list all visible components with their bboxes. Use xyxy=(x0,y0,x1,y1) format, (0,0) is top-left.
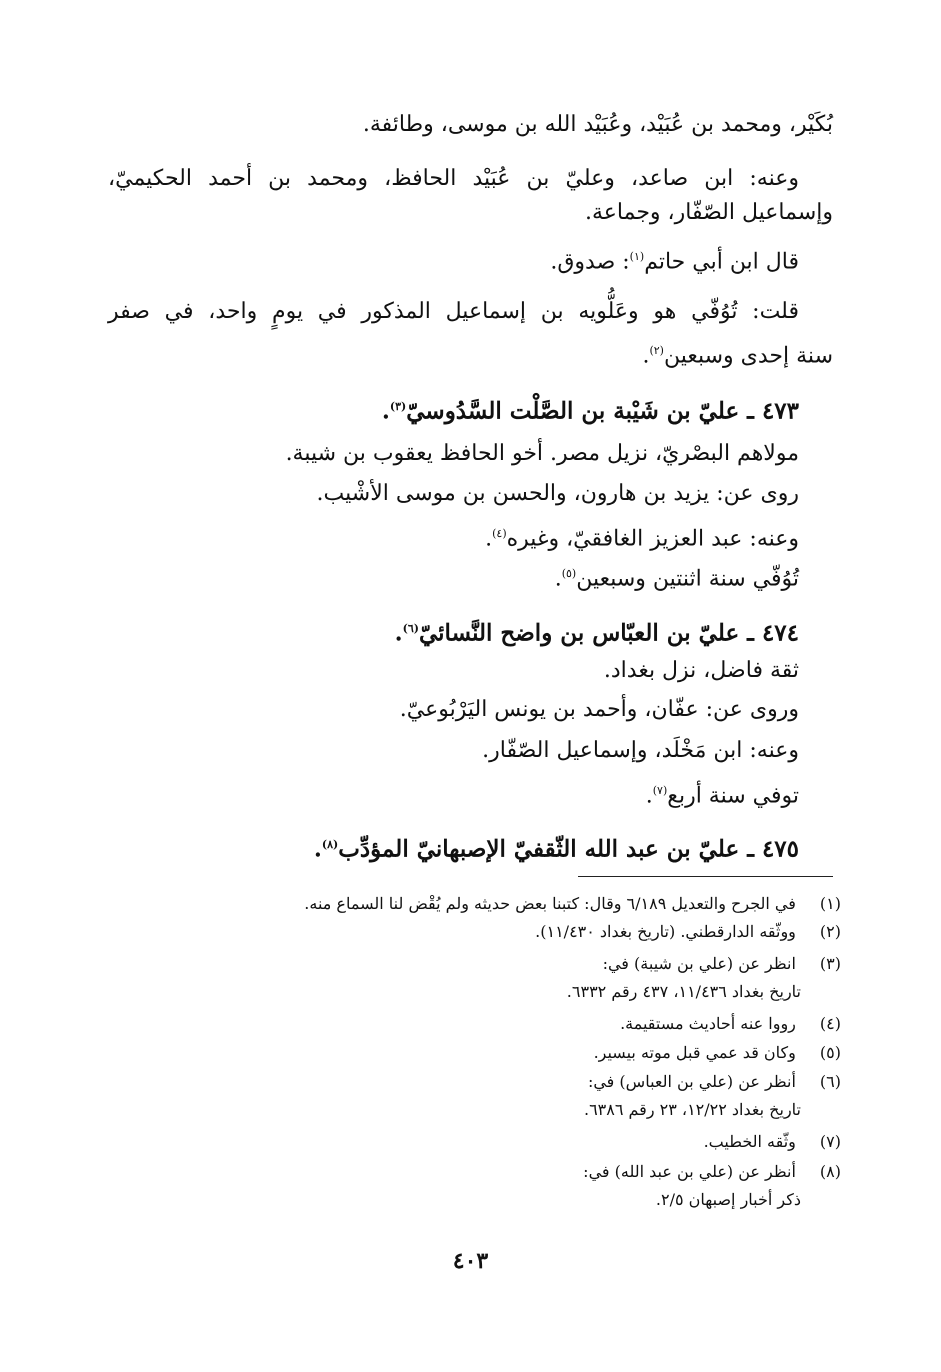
entry-line: وعنه: ابن مَخْلَد، وإسماعيل الصّفّار. xyxy=(482,738,799,763)
entry-line: وروى عن: عفّان، وأحمد بن يونس اليَرْبُوعيّ. xyxy=(399,697,799,722)
footnote-ref: (٣) xyxy=(389,400,407,413)
footnote-ref: (٤) xyxy=(492,527,507,540)
footnote: (٨) أنظر عن (علي بن عبد الله) في: xyxy=(583,1162,841,1181)
body-line: بُكَيْر، ومحمد بن عُبَيْد، وعُبَيْد الله بن موسى، وطائفة. xyxy=(362,112,833,137)
footnote-ref: (٨) xyxy=(321,838,339,851)
footnote: (٥) وكان قد عمي قبل موته بيسير. xyxy=(593,1043,841,1062)
footnote-ref: (٥) xyxy=(561,567,577,580)
entry-line: توفي سنة أربع$^{(٧)}$. xyxy=(645,783,799,809)
footnote-separator xyxy=(578,876,833,877)
entry-line: ثقة فاضل، نزل بغداد. xyxy=(603,658,799,683)
entry-line: مولاهم البصْريّ، نزيل مصر. أخو الحافظ يعقوب بن شيبة. xyxy=(285,441,799,466)
footnote-continuation: تاريخ بغداد ١١/٤٣٦، ٤٣٧ رقم ٦٣٣٢. xyxy=(566,982,801,1001)
footnote-continuation: تاريخ بغداد ١٢/٢٢، ٢٣ رقم ٦٣٨٦. xyxy=(583,1100,801,1119)
footnote: (٢) ووثّقه الدارقطني. (تاريخ بغداد ١١/٤٣٠). xyxy=(535,922,841,941)
footnote-ref: (٦) xyxy=(402,622,419,635)
body-line: قلت: تُوُفّي هو وعَلُّويه بن إسماعيل المذكور في يومٍ واحد، في صفر xyxy=(108,299,799,324)
page-number: ٤٠٣ xyxy=(452,1248,489,1274)
entry-heading: ٤٧٣ ـ عليّ بن شَيْبة بن الصَّلْت السَّدُوسيّ$^{(٣)}$. xyxy=(381,397,799,425)
footnote: (٦) أنظر عن (علي بن العباس) في: xyxy=(587,1072,841,1091)
entry-line: تُوُفّي سنة اثنتين وسبعين$^{(٥)}$. xyxy=(554,566,799,592)
footnote-continuation: ذكر أخبار إصبهان ٢/٥. xyxy=(655,1190,801,1209)
body-line: وإسماعيل الصّفّار، وجماعة. xyxy=(584,200,833,225)
body-line: وعنه: ابن صاعد، وعليّ بن عُبَيْد الحافظ، ومحمد بن أحمد الحكيميّ، xyxy=(108,166,799,191)
footnote-ref: (٢) xyxy=(649,344,664,357)
entry-heading: ٤٧٤ ـ عليّ بن العبّاس بن واضح النَّسائيّ$^{(٦)}$. xyxy=(394,619,799,647)
entry-line: روى عن: يزيد بن هارون، والحسن بن موسى الأشْيب. xyxy=(316,481,799,506)
footnote: (١) في الجرح والتعديل ٦/١٨٩ وقال: كتبنا بعض حديثه ولم يُقْض لنا السماع منه. xyxy=(304,894,841,913)
footnote: (٧) وثّقه الخطيب. xyxy=(703,1132,841,1151)
footnote: (٤) رووا عنه أحاديث مستقيمة. xyxy=(620,1014,841,1033)
footnote: (٣) انظر عن (علي بن شيبة) في: xyxy=(602,954,841,973)
entry-heading: ٤٧٥ ـ عليّ بن عبد الله الثّقفيّ الإصبهانيّ المؤدِّب$^{(٨)}$. xyxy=(313,835,799,863)
footnote-ref: (٧) xyxy=(652,784,668,797)
body-line: قال ابن أبي حاتم$^{(١)}$: صدوق. xyxy=(550,249,799,275)
body-line: سنة إحدى وسبعين$^{(٢)}$. xyxy=(642,343,833,369)
footnote-ref: (١) xyxy=(629,250,645,263)
entry-line: وعنه: عبد العزيز الغافقيّ، وغيره$^{(٤)}$. xyxy=(485,526,799,552)
